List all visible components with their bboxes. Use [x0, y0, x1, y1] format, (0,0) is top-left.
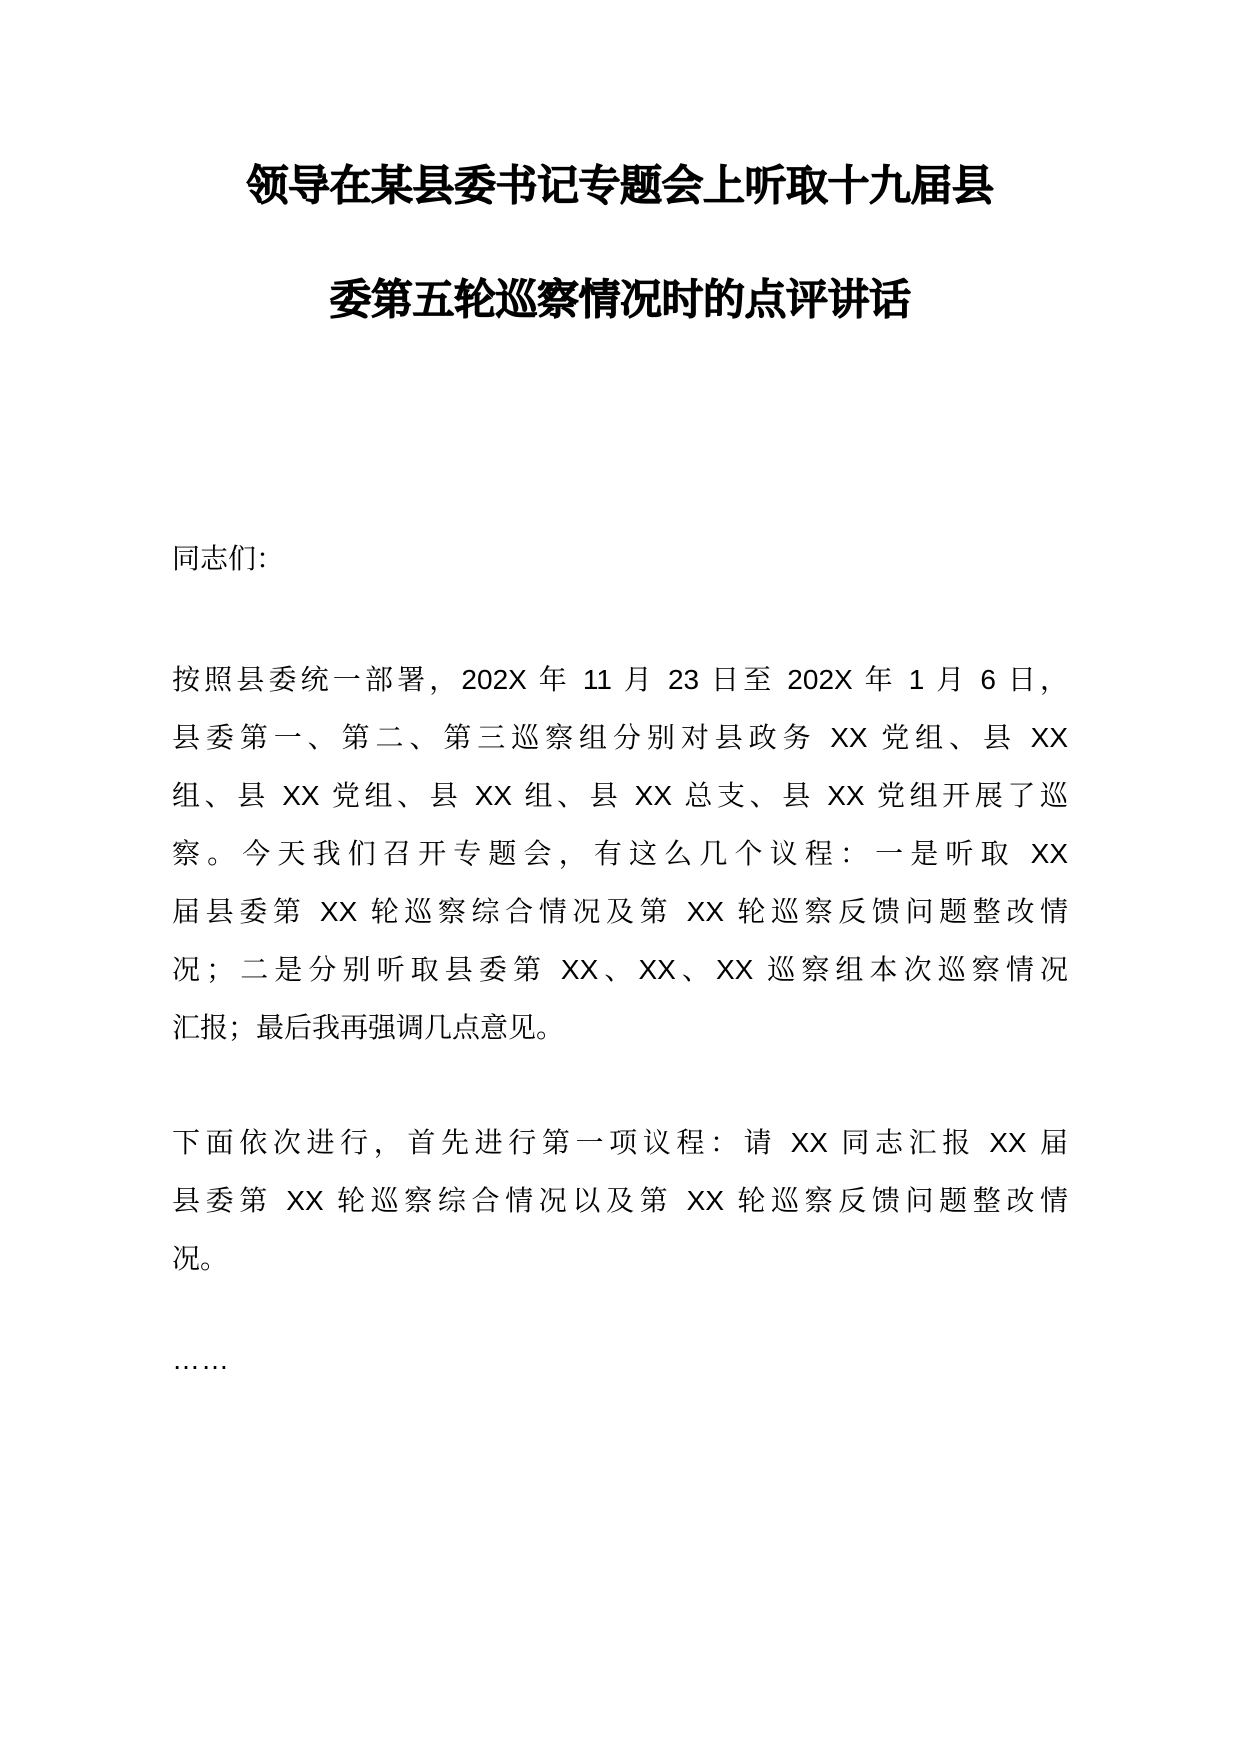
paragraph-line: 组、县 XX 党组、县 XX 组、县 XX 总支、县 XX 党组开展了巡 — [172, 780, 1068, 811]
paragraph-line: 县委第 XX 轮巡察综合情况以及第 XX 轮巡察反馈问题整改情 — [172, 1185, 1068, 1216]
body-paragraph-2 — [172, 1114, 1068, 1288]
paragraph-line: 汇报；最后我再强调几点意见。 — [172, 1012, 565, 1043]
page-title — [168, 162, 1072, 323]
paragraph-line: 县委第一、第二、第三巡察组分别对县政务 XX 党组、县 XX — [172, 722, 1068, 753]
paragraph-line: 况；二是分别听取县委第 XX、XX、XX 巡察组本次巡察情况 — [172, 954, 1068, 985]
paragraph-line: 下面依次进行，首先进行第一项议程：请 XX 同志汇报 XX 届 — [172, 1127, 1068, 1158]
page-title-line-2: 委第五轮巡察情况时的点评讲话 — [329, 276, 911, 323]
paragraph-line: 届县委第 XX 轮巡察综合情况及第 XX 轮巡察反馈问题整改情 — [172, 896, 1068, 927]
document-content — [168, 0, 1072, 1754]
paragraph-line: 按照县委统一部署，202X 年 11 月 23 日至 202X 年 1 月 6 日， — [172, 664, 1068, 695]
paragraph-line: 况。 — [172, 1243, 229, 1274]
salutation: 同志们： — [172, 543, 285, 574]
body-paragraph-1 — [172, 651, 1068, 1057]
paragraph-line: 察。今天我们召开专题会，有这么几个议程：一是听取 XX — [172, 838, 1068, 869]
trailing-ellipsis: …… — [172, 1344, 230, 1375]
page-title-line-1: 领导在某县委书记专题会上听取十九届县 — [246, 162, 994, 209]
